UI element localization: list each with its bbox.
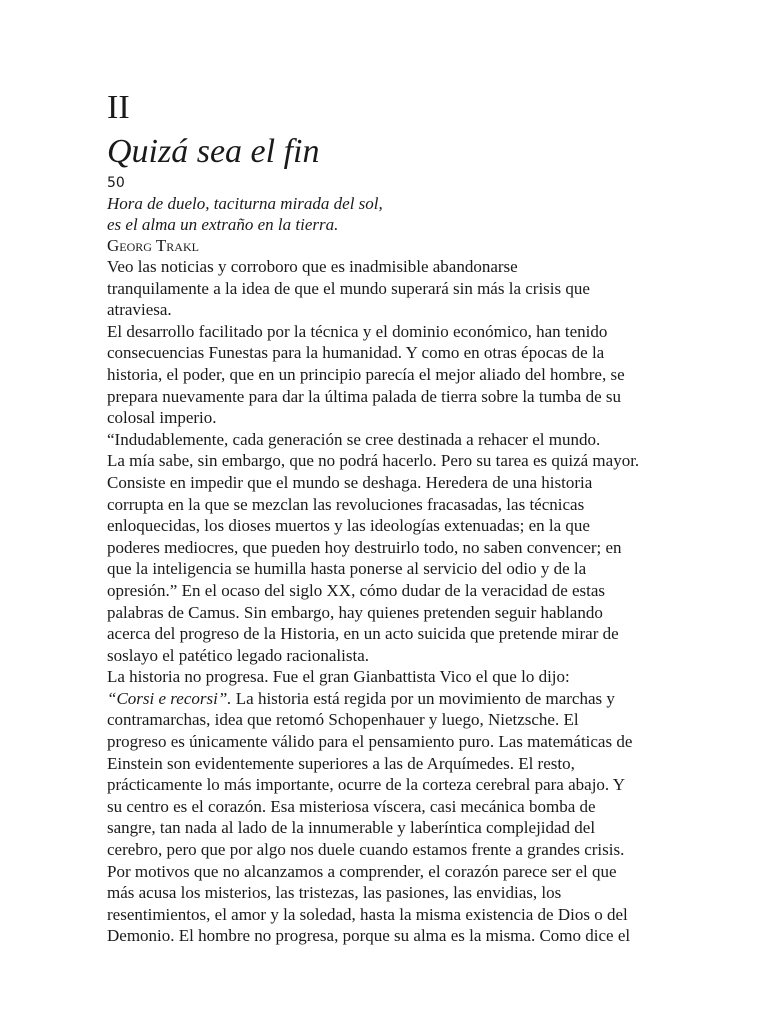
chapter-title: Quizá sea el fin (107, 133, 320, 170)
paragraph: Veo las noticias y corroboro que es inadmisible abandonarse tranquilamente a la idea de que el mundo superará sin más la crisis que atraviesa. (107, 257, 590, 320)
paragraph (107, 688, 667, 947)
epigraph-author: Georg Trakl (107, 236, 199, 255)
epigraph-line: Hora de duelo, taciturna mirada del sol, (107, 194, 383, 213)
paragraph: “Indudablemente, cada generación se cree destinada a rehacer el mundo. La mía sabe, sin embargo, que no podrá hacerlo. Pero su tarea es quizá mayor. Consiste en impedir que el mundo se deshaga. Heredera de una historia corrupta en la que se mezclan las revoluciones fracasadas, las técnicas enloquecidas, los dioses muertos y las ideologías extenuadas; en la que poderes mediocres, que pueden hoy destruirlo todo, no saben convencer; en que la inteligencia se humilla hasta ponerse al servicio del odio y de la opresión.” En el ocaso del siglo XX, cómo dudar de la veracidad de estas palabras de Camus. Sin embargo, hay quienes pretenden seguir hablando acerca del progreso de la Historia, en un acto suicida que pretende mirar de soslayo el patético legado racionalista. (107, 429, 640, 665)
paragraph: La historia no progresa. Fue el gran Gianbattista Vico el que lo dijo: (107, 667, 570, 687)
quote-italic: “Corsi e recorsi”. (107, 688, 232, 708)
epigraph (107, 193, 667, 256)
document-page (107, 88, 667, 947)
epigraph-line: es el alma un extraño en la tierra. (107, 215, 339, 234)
page-number: 50 (107, 175, 125, 191)
paragraph: El desarrollo facilitado por la técnica y el dominio económico, han tenido consecuencias Funestas para la humanidad. Y como en otras épocas de la historia, el poder, que en un principio parecía el mejor aliado del hombre, se prepara nuevamente para dar la última palada de tierra sobre la tumba de su colosal imperio. (107, 321, 625, 428)
chapter-number: II (107, 89, 130, 126)
paragraph-text: La historia está regida por un movimiento de marchas y contramarchas, idea que retomó Schopenhauer y luego, Nietzsche. El progreso es únicamente válido para el pensamiento puro. Las matemáticas de Einstein son evidentemente superiores a las de Arquímedes. El resto, prácticamente lo más importante, ocurre de la corteza cerebral para abajo. Y su centro es el corazón. Esa misteriosa víscera, casi mecánica bomba de sangre, tan nada al lado de la innumerable y laberíntica complejidad del cerebro, pero que por algo nos duele cuando estamos frente a grandes crisis. Por motivos que no alcanzamos a comprender, el corazón parece ser el que más acusa los misterios, las tristezas, las pasiones, las envidias, los resentimientos, el amor y la soledad, hasta la misma existencia de Dios o del Demonio. El hombre no progresa, porque su alma es la misma. Como dice el (107, 688, 633, 946)
body-text (107, 256, 667, 947)
